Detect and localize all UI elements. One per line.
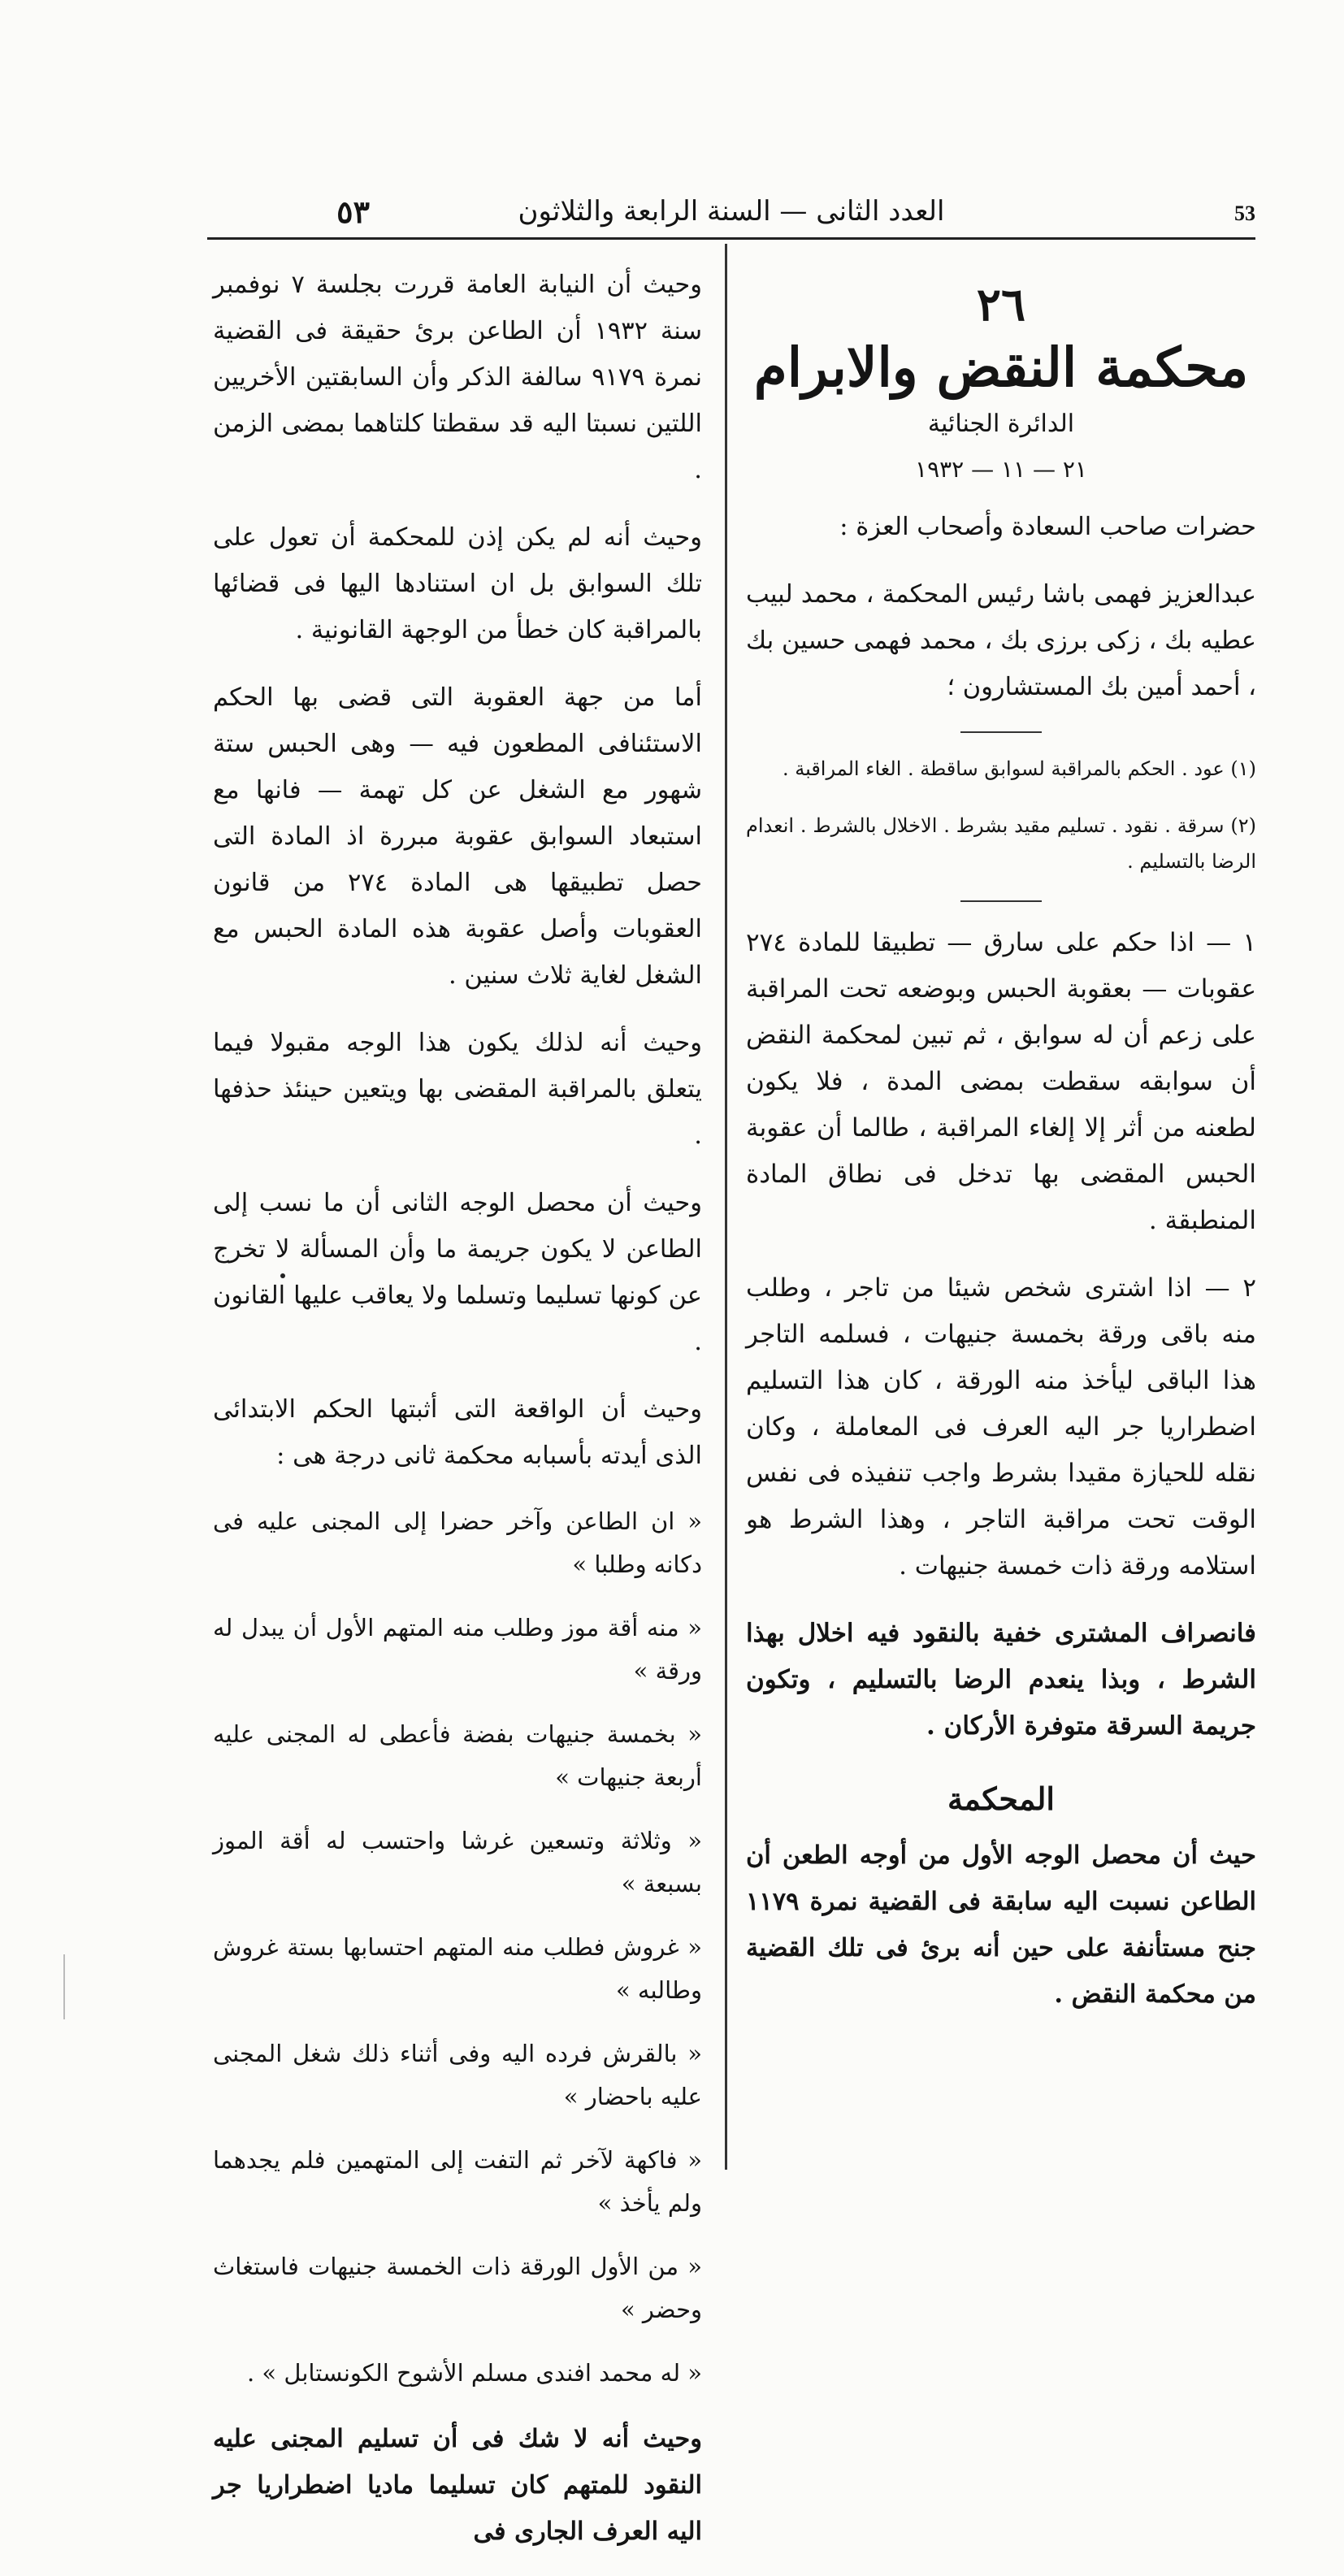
- separator: [960, 900, 1042, 902]
- quote-line: « ان الطاعن وآخر حضرا إلى المجنى عليه فى دكانه وطلبا »: [213, 1507, 702, 1578]
- page-number-arabic: ٥٣: [336, 193, 370, 230]
- court-name: محكمة النقض والابرام: [753, 336, 1249, 399]
- judgment-heading: المحكمة: [947, 1780, 1055, 1817]
- column-divider: [725, 244, 727, 2170]
- legal-principle: فانصراف المشترى خفية بالنقود فيه اخلال بهذا الشرط ، وبذا ينعدم الرضا بالتسليم ، وتكون جريمة السرقة متوفرة الأركان .: [746, 1619, 1256, 1741]
- paragraph: وحيث أن النيابة العامة قررت بجلسة ٧ نوفمبر سنة ١٩٣٢ أن الطاعن برئ حقيقة فى القضية نمرة ٩١٧٩ سالفة الذكر وأن السابقتين الأخريين اللتين نسبتا اليه قد سقطتا كلتاهما بمضى الزمن .: [213, 271, 702, 484]
- keyword-note: (٢) سرقة . نقود . تسليم مقيد بشرط . الاخلال بالشرط . انعدام الرضا بالتسليم .: [746, 814, 1256, 873]
- quoted-facts: [213, 1500, 702, 2395]
- session-date: ٢١ — ١١ — ١٩٣٢: [915, 456, 1087, 483]
- quote-line: « منه أقة موز وطلب منه المتهم الأول أن يبدل له ورقة »: [213, 1614, 702, 1685]
- quote-line: « بخمسة جنيهات بفضة فأعطى له المجنى عليه أربعة جنيهات »: [213, 1720, 702, 1791]
- paragraph: أما من جهة العقوبة التى قضى بها الحكم الاستئنافى المطعون فيه — وهى الحبس ستة شهور مع الشغل عن كل تهمة — فانها مع استبعاد السوابق عقوبة مبررة اذ المادة التى حصل تطبيقها هى المادة ٢٧٤ من قانون العقوبات وأصل عقوبة هذه المادة الحبس مع الشغل لغاية ثلاث سنين .: [213, 683, 702, 990]
- legal-principle: ١ — اذا حكم على سارق — تطبيقا للمادة ٢٧٤ عقوبات — بعقوبة الحبس وبوضعه تحت المراقبة على زعم أن له سوابق ، ثم تبين لمحكمة النقض أن سوابقه سقطت بمضى المدة ، فلا يكون لطعنه من أثر إلا إلغاء المراقبة ، طالما أن عقوبة الحبس المقضى بها تدخل فى نطاق المادة المنطبقة .: [746, 928, 1256, 1235]
- page-number-latin: 53: [1234, 202, 1255, 225]
- bench-intro: حضرات صاحب السعادة وأصحاب العزة :: [839, 513, 1256, 541]
- left-column: [213, 262, 702, 2576]
- quote-line: « وثلاثة وتسعين غرشا واحتسب له أقة الموز بسبعة »: [213, 1827, 702, 1897]
- paragraph: وحيث أن الواقعة التى أثبتها الحكم الابتدائى الذى أيدته بأسبابه محكمة ثانى درجة هى :: [213, 1395, 702, 1470]
- quote-line: « له محمد افندى مسلم الأشوح الكونستابل » .: [246, 2359, 702, 2387]
- circuit-name: الدائرة الجنائية: [927, 410, 1075, 438]
- issue-title: العدد الثانى — السنة الرابعة والثلاثون: [518, 195, 945, 228]
- bench-members: عبدالعزيز فهمى باشا رئيس المحكمة ، محمد لبيب عطيه بك ، زكى برزى بك ، محمد فهمى حسين بك ، أحمد أمين بك المستشارون ؛: [746, 580, 1256, 701]
- margin-mark: [63, 1954, 65, 2019]
- paragraph: وحيث أنه لا شك فى أن تسليم المجنى عليه النقود للمتهم كان تسليما ماديا اضطراريا جر اليه العرف الجارى فى: [213, 2423, 702, 2546]
- keyword-note: (١) عود . الحكم بالمراقبة لسوابق ساقطة . الغاء المراقبة .: [782, 757, 1256, 780]
- quote-line: « غروش فطلب منه المتهم احتسابها بستة غروش وطالبه »: [213, 1933, 702, 2004]
- quote-line: « من الأول الورقة ذات الخمسة جنيهات فاستغاث وحضر »: [213, 2253, 702, 2323]
- running-header: [207, 193, 1255, 236]
- quote-line: « فاكهة لآخر ثم التفت إلى المتهمين فلم يجدهما ولم يأخذ »: [213, 2146, 702, 2217]
- header-rule: [207, 237, 1255, 240]
- right-column: [746, 260, 1256, 2039]
- paragraph: وحيث أن محصل الوجه الثانى أن ما نسب إلى الطاعن لا يكون جريمة ما وأن المسألة لا تخرج عن كونها تسليما وتسلما ولا يعاقب عليها القانون .: [213, 1189, 702, 1356]
- separator: [960, 731, 1042, 733]
- case-number: ٢٦: [976, 278, 1026, 332]
- judgment-text: حيث أن محصل الوجه الأول من أوجه الطعن أن الطاعن نسبت اليه سابقة فى القضية نمرة ١١٧٩ جنح مستأنفة على حين أنه برئ فى تلك القضية من محكمة النقض .: [746, 1841, 1256, 2009]
- legal-principle: ٢ — اذا اشترى شخص شيئا من تاجر ، وطلب منه باقى ورقة بخمسة جنيهات ، فسلمه التاجر هذا الباقى ليأخذ منه الورقة ، كان هذا التسليم اضطراريا جر اليه العرف فى المعاملة ، وكان نقله للحيازة مقيدا بشرط واجب تنفيذه فى نفس الوقت تحت مراقبة التاجر ، وهذا الشرط هو استلامه ورقة ذات خمسة جنيهات .: [746, 1273, 1256, 1581]
- paragraph: وحيث أنه لم يكن إذن للمحكمة أن تعول على تلك السوابق بل ان استنادها اليها فى قضائها بالمراقبة كان خطأ من الوجهة القانونية .: [213, 523, 702, 644]
- quote-line: « بالقرش فرده اليه وفى أثناء ذلك شغل المجنى عليه باحضار »: [213, 2040, 702, 2110]
- paragraph: وحيث أنه لذلك يكون هذا الوجه مقبولا فيما يتعلق بالمراقبة المقضى بها ويتعين حينئذ حذفها .: [213, 1029, 702, 1150]
